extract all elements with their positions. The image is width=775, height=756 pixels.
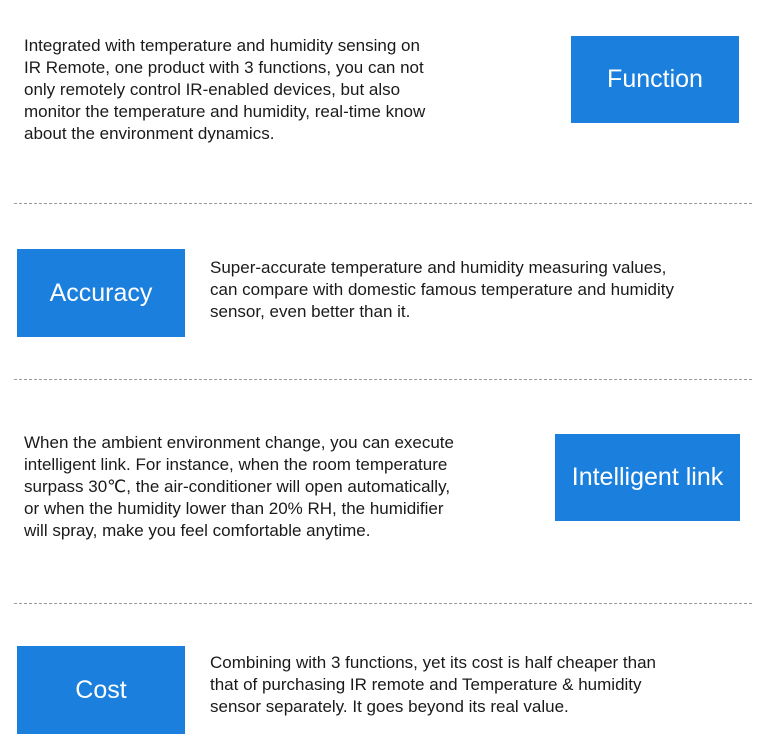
feature-badge-accuracy: Accuracy — [17, 249, 185, 337]
feature-description-cost: Combining with 3 functions, yet its cost is half cheaper than that of purchasing IR remote and Temperature & humidity sensor separately. It goes beyond its real value. — [210, 653, 657, 716]
feature-badge-intelligent-link: Intelligent link — [555, 434, 740, 521]
section-divider — [14, 203, 752, 204]
feature-badge-cost: Cost — [17, 646, 185, 734]
feature-badge-function: Function — [571, 36, 739, 123]
section-divider — [14, 379, 752, 380]
feature-description-intelligent-link: When the ambient environment change, you can execute intelligent link. For instance, when the room temperature surpass 30℃, the air-conditioner will open automatically, or when the humidity lower than 20% RH, the humidifier will spray, make you feel comfortable anytime. — [24, 433, 454, 540]
feature-description-accuracy: Super-accurate temperature and humidity measuring values, can compare with domestic famous temperature and humidity sensor, even better than it. — [210, 258, 674, 321]
feature-description-function: Integrated with temperature and humidity sensing on IR Remote, one product with 3 functions, you can not only remotely control IR-enabled devices, but also monitor the temperature and humidity, real-time know about the environment dynamics. — [24, 36, 426, 143]
section-divider — [14, 603, 752, 604]
